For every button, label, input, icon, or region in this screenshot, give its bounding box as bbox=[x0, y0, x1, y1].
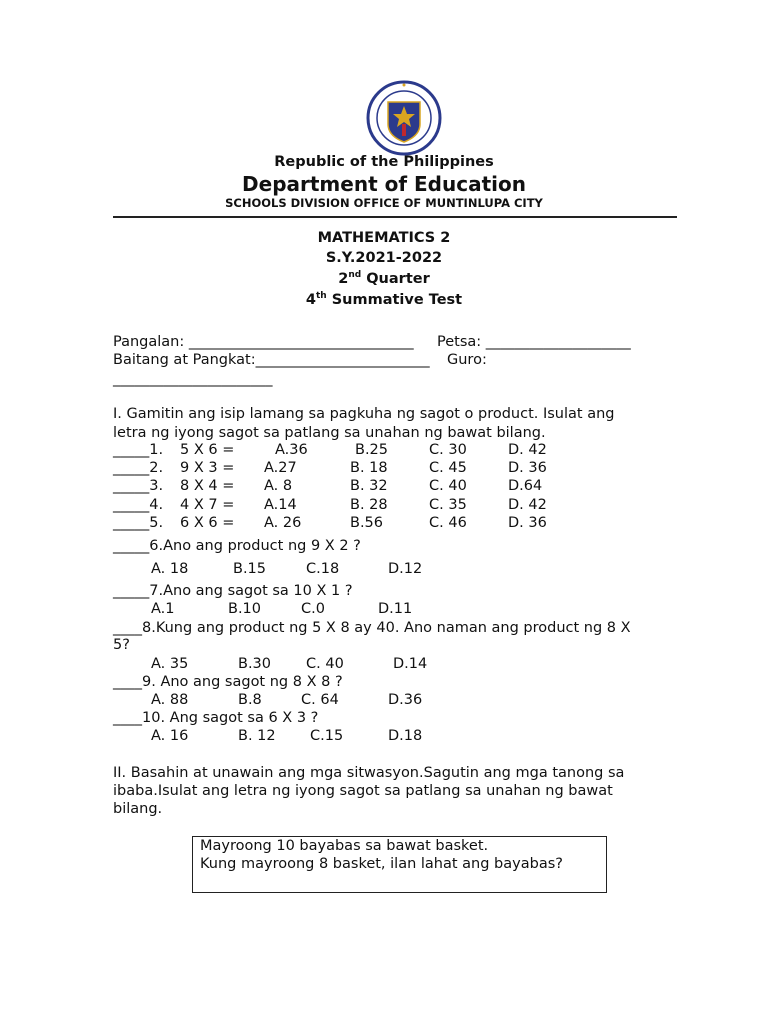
answer-blank[interactable]: _____2. bbox=[113, 460, 164, 476]
choice-d: D.12 bbox=[388, 561, 423, 577]
item-question: 6 X 6 = bbox=[180, 515, 235, 531]
choice-c: C.0 bbox=[301, 601, 325, 617]
choice-a: A. 18 bbox=[151, 561, 189, 577]
problem-question: Kung mayroong 8 basket, ilan lahat ang bayabas? bbox=[200, 856, 563, 872]
part1-instruction: I. Gamitin ang isip lamang sa pagkuha ng sagot o product. Isulat ang bbox=[113, 406, 615, 422]
republic-text: Republic of the Philippines bbox=[274, 154, 494, 170]
choice-c: C. 46 bbox=[429, 515, 467, 531]
part2-instruction: II. Basahin at unawain ang mga sitwasyon.Sagutin ang mga tanong sa bbox=[113, 765, 625, 781]
item-question: 8 X 4 = bbox=[180, 478, 235, 494]
choice-b: B.8 bbox=[238, 692, 262, 708]
choice-d: D. 36 bbox=[508, 515, 547, 531]
choice-d: D.18 bbox=[388, 728, 423, 744]
part1-instruction-cont: letra ng iyong sagot sa patlang sa unahan ng bawat bilang. bbox=[113, 425, 546, 441]
choice-a: A. 88 bbox=[151, 692, 189, 708]
school-year: S.Y.2021-2022 bbox=[325, 250, 443, 266]
choice-d: D.11 bbox=[378, 601, 413, 617]
question-10: ____10. Ang sagot sa 6 X 3 ? bbox=[113, 710, 319, 726]
choice-b: B. 28 bbox=[350, 497, 388, 513]
test-label: 4th Summative Test bbox=[305, 291, 463, 308]
question-7: _____7.Ano ang sagot sa 10 X 1 ? bbox=[113, 583, 353, 599]
date-field[interactable]: Petsa: ____________________ bbox=[437, 334, 631, 350]
choice-c: C. 35 bbox=[429, 497, 467, 513]
name-field[interactable]: Pangalan: _______________________________ bbox=[113, 334, 414, 350]
choice-b: B.10 bbox=[228, 601, 262, 617]
choice-a: A.36 bbox=[275, 442, 308, 458]
choice-b: B. 18 bbox=[350, 460, 388, 476]
choice-c: C.18 bbox=[306, 561, 340, 577]
division-text: SCHOOLS DIVISION OFFICE OF MUNTINLUPA CITY bbox=[225, 196, 543, 210]
department-title: Department of Education bbox=[242, 172, 526, 196]
question-9: ____9. Ano ang sagot ng 8 X 8 ? bbox=[113, 674, 343, 690]
choice-b: B.56 bbox=[350, 515, 384, 531]
choice-a: A. 26 bbox=[264, 515, 302, 531]
deped-seal-logo bbox=[366, 80, 442, 156]
choice-d: D. 42 bbox=[508, 442, 547, 458]
answer-blank[interactable]: _____1. bbox=[113, 442, 164, 458]
choice-c: C. 64 bbox=[301, 692, 339, 708]
choice-b: B.30 bbox=[238, 656, 272, 672]
choice-b: B.15 bbox=[233, 561, 267, 577]
answer-blank[interactable]: _____4. bbox=[113, 497, 164, 513]
choice-c: C.15 bbox=[310, 728, 344, 744]
choice-c: C. 40 bbox=[306, 656, 344, 672]
grade-section-field[interactable]: Baitang at Pangkat:________________________ bbox=[113, 352, 430, 368]
choice-a: A.1 bbox=[151, 601, 175, 617]
part2-instruction-end: bilang. bbox=[113, 801, 163, 817]
choice-d: D.36 bbox=[388, 692, 423, 708]
teacher-label: Guro: bbox=[447, 352, 487, 368]
choice-a: A. 8 bbox=[264, 478, 293, 494]
teacher-field[interactable]: ______________________ bbox=[113, 371, 273, 387]
item-question: 4 X 7 = bbox=[180, 497, 235, 513]
choice-b: B. 12 bbox=[238, 728, 276, 744]
choice-d: D.64 bbox=[508, 478, 543, 494]
problem-text: Mayroong 10 bayabas sa bawat basket. bbox=[200, 838, 489, 854]
question-6: _____6.Ano ang product ng 9 X 2 ? bbox=[113, 538, 361, 554]
choice-a: A.27 bbox=[264, 460, 297, 476]
question-8: ____8.Kung ang product ng 5 X 8 ay 40. Ano naman ang product ng 8 X bbox=[113, 620, 631, 636]
subject-title: MATHEMATICS 2 bbox=[317, 230, 451, 246]
choice-a: A. 16 bbox=[151, 728, 189, 744]
choice-a: A. 35 bbox=[151, 656, 189, 672]
choice-d: D.14 bbox=[393, 656, 428, 672]
choice-c: C. 40 bbox=[429, 478, 467, 494]
question-8-cont: 5? bbox=[113, 637, 130, 653]
choice-d: D. 42 bbox=[508, 497, 547, 513]
choice-b: B.25 bbox=[355, 442, 389, 458]
choice-a: A.14 bbox=[264, 497, 297, 513]
item-question: 9 X 3 = bbox=[180, 460, 235, 476]
choice-b: B. 32 bbox=[350, 478, 388, 494]
choice-d: D. 36 bbox=[508, 460, 547, 476]
choice-c: C. 30 bbox=[429, 442, 467, 458]
answer-blank[interactable]: _____5. bbox=[113, 515, 164, 531]
part2-instruction-cont: ibaba.Isulat ang letra ng iyong sagot sa patlang sa unahan ng bawat bbox=[113, 783, 613, 799]
choice-c: C. 45 bbox=[429, 460, 467, 476]
item-question: 5 X 6 = bbox=[180, 442, 235, 458]
quarter-label: 2nd Quarter bbox=[338, 270, 430, 287]
answer-blank[interactable]: _____3. bbox=[113, 478, 164, 494]
header-divider bbox=[113, 216, 677, 218]
